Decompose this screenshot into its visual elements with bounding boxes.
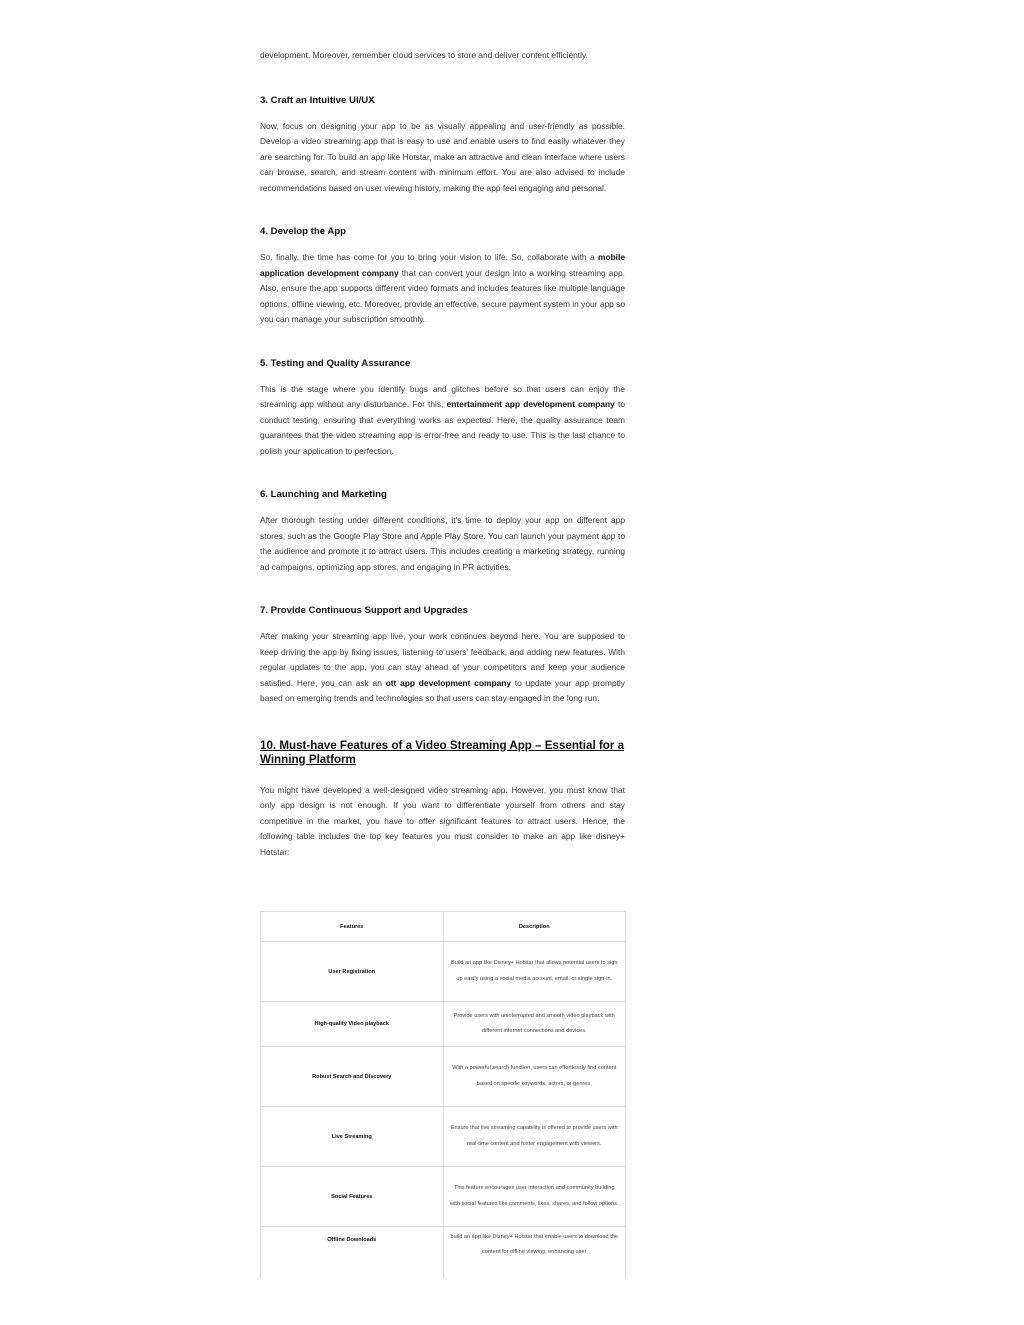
- table-row: [261, 942, 626, 1002]
- step-heading: 6. Launching and Marketing: [260, 489, 387, 500]
- feature-name: Social Features: [261, 1167, 444, 1227]
- step-5: [260, 358, 625, 460]
- column-header-description: Description: [443, 912, 626, 942]
- features-table: [260, 911, 626, 1287]
- table-header-row: [261, 912, 626, 942]
- step-heading: 7. Provide Continuous Support and Upgrades: [260, 605, 468, 616]
- keyword-link[interactable]: entertainment app development company: [446, 399, 615, 409]
- table-row: [261, 1002, 626, 1047]
- feature-name: High-quality Video playback: [261, 1002, 444, 1047]
- table-row: [261, 1107, 626, 1167]
- step-heading: 4. Develop the App: [260, 226, 347, 237]
- table-row: [261, 1047, 626, 1107]
- column-header-features: Features: [261, 912, 444, 942]
- step-4: [260, 226, 625, 328]
- section-heading[interactable]: 10. Must-have Features of a Video Streaming App – Essential for a Winning Platform: [260, 738, 625, 766]
- section-paragraph: You might have developed a well-designed video streaming app. However, you must know that only app design is not enough. If you want to differentiate yourself from others and stay competitive in the market, you have to offer significant features to attract users. Hence, the following table includes the top key features you must consider to make an app like disney+ Hotstar:: [260, 784, 625, 857]
- feature-name: Offline Downloads: [261, 1227, 444, 1287]
- article-body: [260, 48, 625, 860]
- step-paragraph: After making your streaming app live, your work continues beyond here. You are supposed to keep driving the app by fixing issues, listening to users' feedback, and adding new features. With regular updates to the app, you can stay ahead of your competitors and keep your audience satisfied. Here, you can ask an ott app development company to update your app promptly based on emerging trends and technologies so that users can stay engaged in the long run.: [260, 631, 625, 703]
- step-paragraph: After thorough testing under different conditions, it's time to deploy your app on different app stores, such as the Google Play Store and Apple Play Store. You can launch your payment app to the audience and promote it to attract users. This includes creating a marketing strategy, running ad campaigns, optimizing app stores, and engaging in PR activities.: [260, 515, 625, 572]
- feature-description: build an app like Disney+ Hotstar that enable users to download the content for offline viewing, enhancing user: [443, 1227, 626, 1287]
- feature-description: Ensure that live streaming capability is offered to provide users with real-time content and foster engagement with viewers.: [443, 1107, 626, 1167]
- keyword-link[interactable]: ott app development company: [385, 677, 512, 688]
- step-heading: 5. Testing and Quality Assurance: [260, 357, 411, 369]
- step-paragraph: So, finally, the time has come for you to bring your vision to life. So, collaborate with a mobile application development company that can convert your design into a working streaming app. Also, ensure the app supports different video formats and includes features like multiple language options, offline viewing, etc. Moreover, provide an effective, secure payment system in your app so you can manage your subscription smoothly.: [260, 252, 625, 324]
- feature-name: User Registration: [261, 942, 444, 1002]
- step-7: [260, 605, 625, 707]
- feature-name: Live Streaming: [261, 1107, 444, 1167]
- features-section: [260, 739, 625, 861]
- step-heading: 3. Craft an Intuitive UI/UX: [260, 94, 375, 106]
- feature-description: This feature encourages user interaction and community building with social features like comments, likes, shares, and follow options.: [443, 1167, 626, 1227]
- step-paragraph: This is the stage where you identify bugs and glitches before so that users can enjoy the streaming app without any disturbance. For this, entertainment app development company to conduct testing, ensuring that everything works as expected. Here, the quality assurance team guarantees that the video streaming app is error-free and ready to use. This is the last chance to polish your application to perfection.: [260, 383, 625, 456]
- keyword-link[interactable]: mobile application development company: [260, 252, 625, 278]
- step-6: [260, 489, 625, 575]
- feature-name: Robust Search and Discovery: [261, 1047, 444, 1107]
- intro-paragraph: development. Moreover, remember cloud services to store and deliver content efficiently.: [260, 50, 588, 60]
- feature-description: With a powerful search function, users can effortlessly find content based on specific keywords, actors, or genres.: [443, 1047, 626, 1107]
- table-row: [261, 1167, 626, 1227]
- feature-description: Provide users with uninterrupted and smooth video playback with different internet connections and devices.: [443, 1002, 626, 1047]
- page-bottom-margin: [0, 1278, 1024, 1325]
- feature-description: Build an app like Disney+ Hotstar that allows potential users to sign up easily using a social media account, email, or single sign-in.: [443, 942, 626, 1002]
- step-3: [260, 95, 625, 197]
- step-paragraph: Now, focus on designing your app to be as visually appealing and user-friendly as possible. Develop a video streaming app that is easy to use and enable users to find easily whatever they are searching for. To build an app like Hotstar, make an attractive and clean interface where users can browse, search, and stream content with minimum effort. You are also advised to include recommendations based on user viewing history, making the app feel engaging and personal.: [260, 120, 625, 193]
